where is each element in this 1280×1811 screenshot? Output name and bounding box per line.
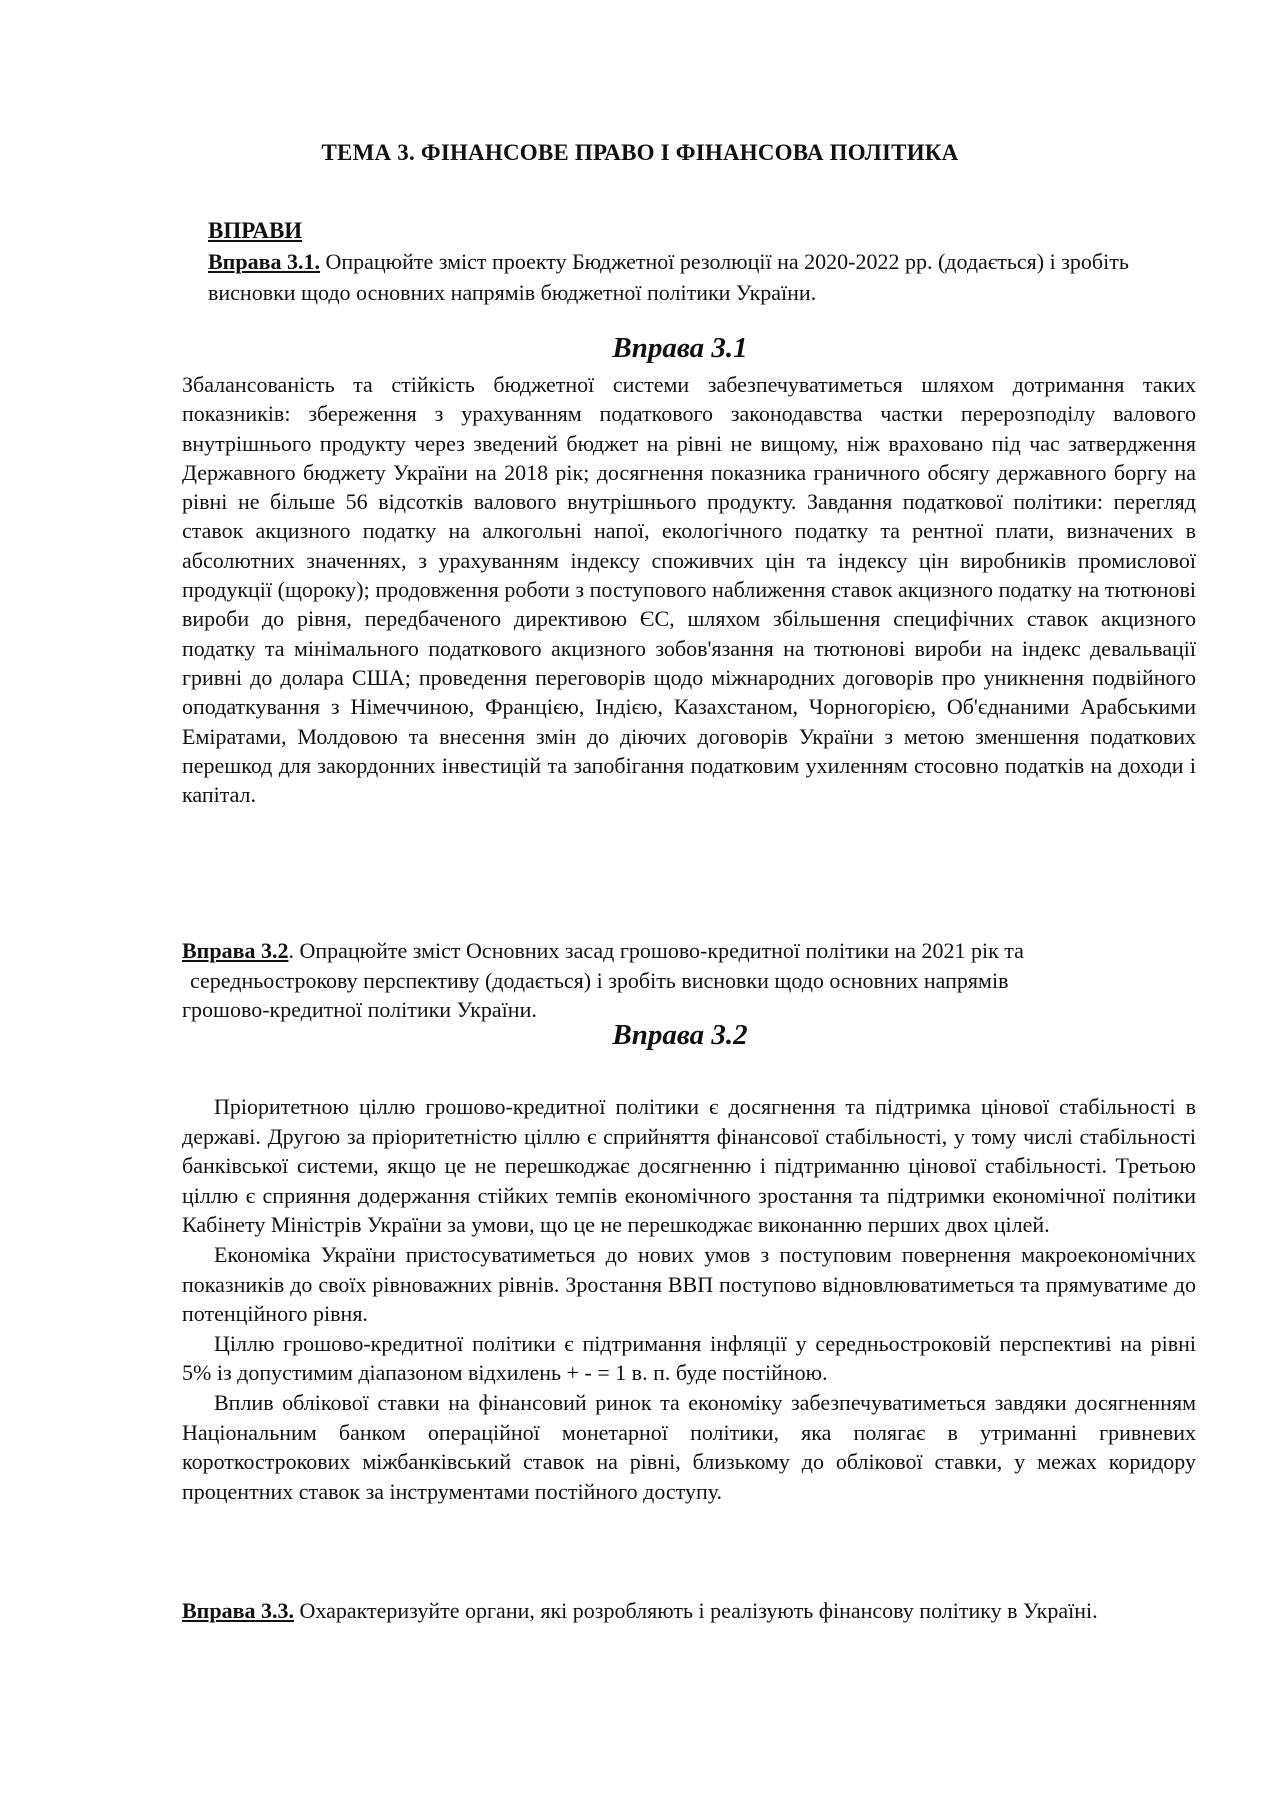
task-3-3-label: Вправа 3.3. (182, 1598, 294, 1623)
task-3-1-label: Вправа 3.1. (208, 249, 320, 274)
task-3-2-text-line1: . Опрацюйте зміст Основних засад грошово-кредитної політики на 2021 рік та (288, 938, 1024, 963)
answer-3-2-paragraph: Вплив облікової ставки на фінансовий ринок та економіку забезпечуватиметься завдяки досягненням Національним банком операційної монетарної політики, яка полягає в утриманні гривневих короткострокових міжбанківський ставок на рівні, близькому до облікової ставки, у межах коридору процентних ставок за інструментами постійного доступу. (182, 1389, 1196, 1504)
task-3-1 (208, 246, 1168, 308)
task-3-2-text-line3: грошово-кредитної політики України. (182, 997, 537, 1022)
section-heading: ВПРАВИ (208, 218, 303, 243)
task-3-2-text-line2: середньострокову перспективу (додається) і зробіть висновки щодо основних напрямів (190, 967, 1009, 993)
answer-3-1-text: Збалансованість та стійкість бюджетної системи забезпечуватиметься шляхом дотримання таких показників: збереження з урахуванням податкового законодавства частки перерозподілу валового внутрішнього продукту через зведений бюджет на рівні не вищому, ніж враховано під час затвердження Державного бюджету України на 2018 рік; досягнення показника граничного обсягу державного боргу на рівні не більше 56 відсотків валового внутрішнього продукту. Завдання податкової політики: перегляд ставок акцизного податку на алкогольні напої, екологічного податку та рентної плати, визначених в абсолютних значеннях, з урахуванням індексу споживчих цін та індексу цін виробників промислової продукції (щороку); продовження роботи з поступового наближення ставок акцизного податку на тютюнові вироби до рівня, передбаченого директивою ЄС, шляхом збільшення специфічних ставок акцизного податку та мінімального податкового акцизного зобов'язання на тютюнові вироби на індекс девальвації гривні до долара США; проведення переговорів щодо міжнародних договорів про уникнення подвійного оподаткування з Німеччиною, Францією, Індією, Казахстаном, Чорногорією, Об'єднаними Арабськими Еміратами, Молдовою та внесення змін до діючих договорів України з метою зменшення податкових перешкод для закордонних інвестицій та запобігання податковим ухиленням стосовно податків на доходи і капітал. (182, 372, 1196, 808)
answer-3-1-heading: Вправа 3.1 (612, 332, 748, 364)
answer-3-2-paragraph: Пріоритетною ціллю грошово-кредитної політики є досягнення та підтримка цінової стабільності в державі. Другою за пріоритетністю ціллю є сприйняття фінансової стабільності, у тому числі стабільності банківської системи, якщо це не перешкоджає досягненню і підтриманню цінової стабільності. Третьою ціллю є сприяння додержання стійких темпів економічного зростання та підтримки економічної політики Кабінету Міністрів України за умови, що це не перешкоджає виконанню перших двох цілей. (182, 1094, 1196, 1238)
answer-3-2-heading: Вправа 3.2 (612, 1019, 748, 1051)
task-3-2-label: Вправа 3.2 (182, 938, 289, 963)
answer-3-2-paragraph: Ціллю грошово-кредитної політики є підтримання інфляції у середньостроковій перспективі на рівні 5% із допустимим діапазоном відхилень + - = 1 в. п. буде постійною. (182, 1330, 1196, 1386)
task-3-1-text: Опрацюйте зміст проекту Бюджетної резолюції на 2020-2022 рр. (додається) і зробіть висновки щодо основних напрямів бюджетної політики України. (208, 249, 1129, 305)
task-3-3-text: Охарактеризуйте органи, які розробляють і реалізують фінансову політику в Україні. (293, 1598, 1098, 1623)
task-3-2 (182, 936, 1182, 1025)
task-3-3 (182, 1596, 1196, 1626)
page-title: ТЕМА 3. ФІНАНСОВЕ ПРАВО І ФІНАНСОВА ПОЛІТИКА (321, 140, 959, 165)
answer-3-2-body (182, 1092, 1196, 1506)
answer-3-2-paragraph: Економіка України пристосуватиметься до нових умов з поступовим повернення макроекономічних показників до своїх рівноважних рівнів. Зростання ВВП поступово відновлюватиметься та прямуватиме до потенційного рівня. (182, 1241, 1196, 1327)
